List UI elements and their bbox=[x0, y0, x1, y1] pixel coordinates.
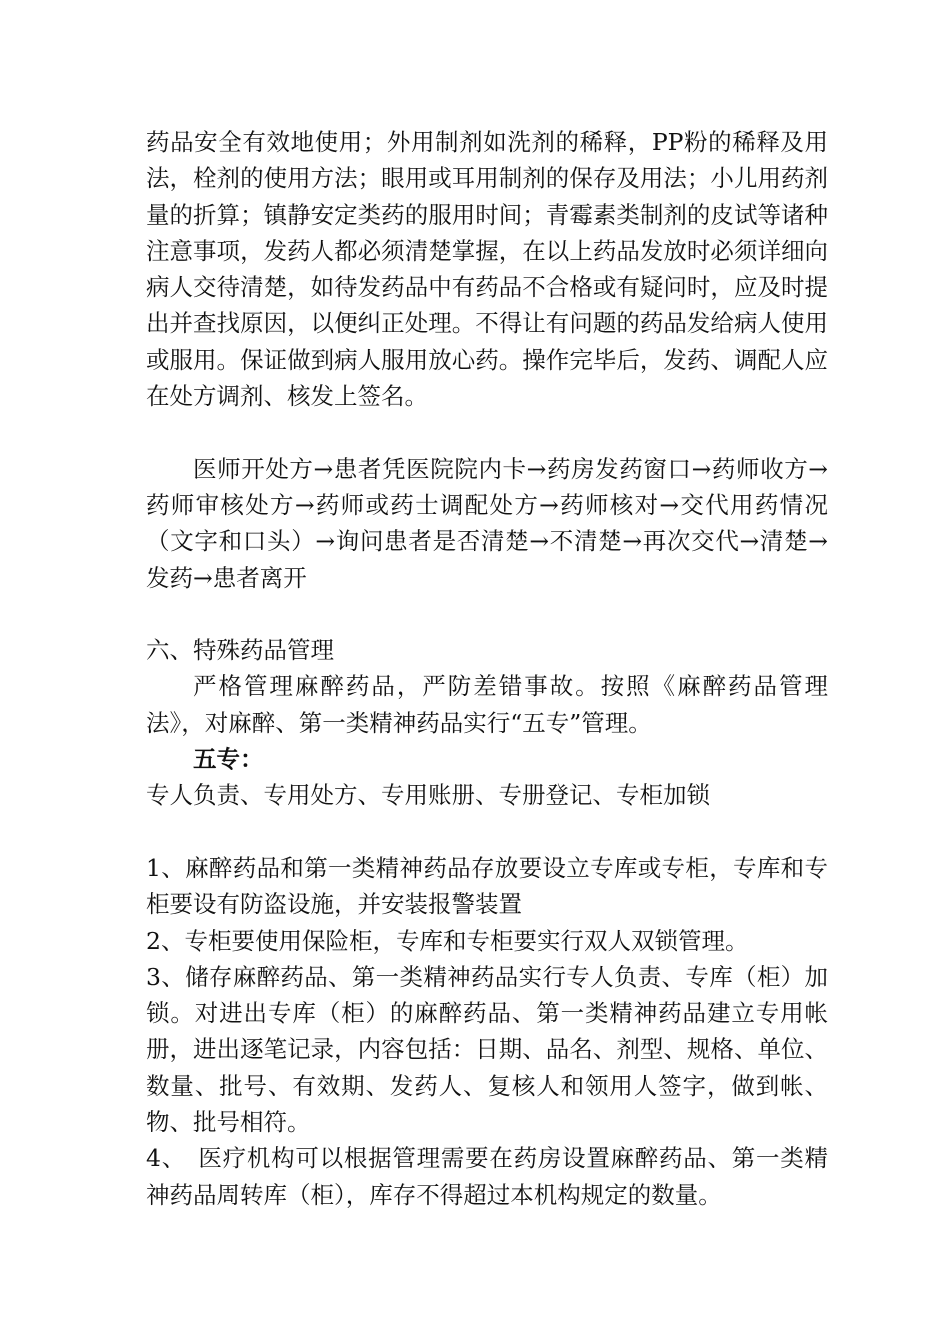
rule-item-2: 2、专柜要使用保险柜，专库和专柜要实行双人双锁管理。 bbox=[146, 926, 749, 955]
document-body bbox=[146, 124, 828, 1213]
rule-item-4: 4、 医疗机构可以根据管理需要在药房设置麻醉药品、第一类精神药品周转库（柜），库存不得超过本机构规定的数量。 bbox=[146, 1144, 828, 1209]
section-intro-paragraph: 严格管理麻醉药品，严防差错事故。按照《麻醉药品管理法》，对麻醉、第一类精神药品实行“五专”管理。 bbox=[146, 672, 828, 737]
rule-item-1: 1、麻醉药品和第一类精神药品存放要设立专库或专柜，专库和专柜要设有防盗设施，并安装报警装置 bbox=[146, 853, 828, 919]
dispensing-instructions-paragraph: 药品安全有效地使用；外用制剂如洗剂的稀释，PP粉的稀释及用法，栓剂的使用方法；眼用或耳用制剂的保存及用法；小儿用药剂量的折算；镇静安定类药的服用时间；青霉素类制剂的皮试等诸种注意事项，发药人都必须清楚掌握，在以上药品发放时必须详细向病人交待清楚，如待发药品中有药品不合格或有疑问时，应及时提出并查找原因，以便纠正处理。不得让有问题的药品发给病人使用或服用。保证做到病人服用放心药。操作完毕后，发药、调配人应在处方调剂、核发上签名。 bbox=[146, 128, 828, 411]
five-special-label: 五专： bbox=[193, 745, 264, 774]
five-special-items: 专人负责、专用处方、专用账册、专册登记、专柜加锁 bbox=[146, 781, 710, 810]
dispensing-workflow-paragraph: 医师开处方→患者凭医院院内卡→药房发药窗口→药师收方→药师审核处方→药师或药士调配处方→药师核对→交代用药情况（文字和口头）→询问患者是否清楚→不清楚→再次交代→清楚→发药→患者离开 bbox=[146, 454, 828, 592]
rule-item-3: 3、储存麻醉药品、第一类精神药品实行专人负责、专库（柜）加锁。对进出专库（柜）的麻醉药品、第一类精神药品建立专用帐册，进出逐笔记录，内容包括：日期、品名、剂型、规格、单位、数量、批号、有效期、发药人、复核人和领用人签字，做到帐、物、批号相符。 bbox=[146, 962, 828, 1137]
section-title: 六、特殊药品管理 bbox=[146, 636, 334, 665]
